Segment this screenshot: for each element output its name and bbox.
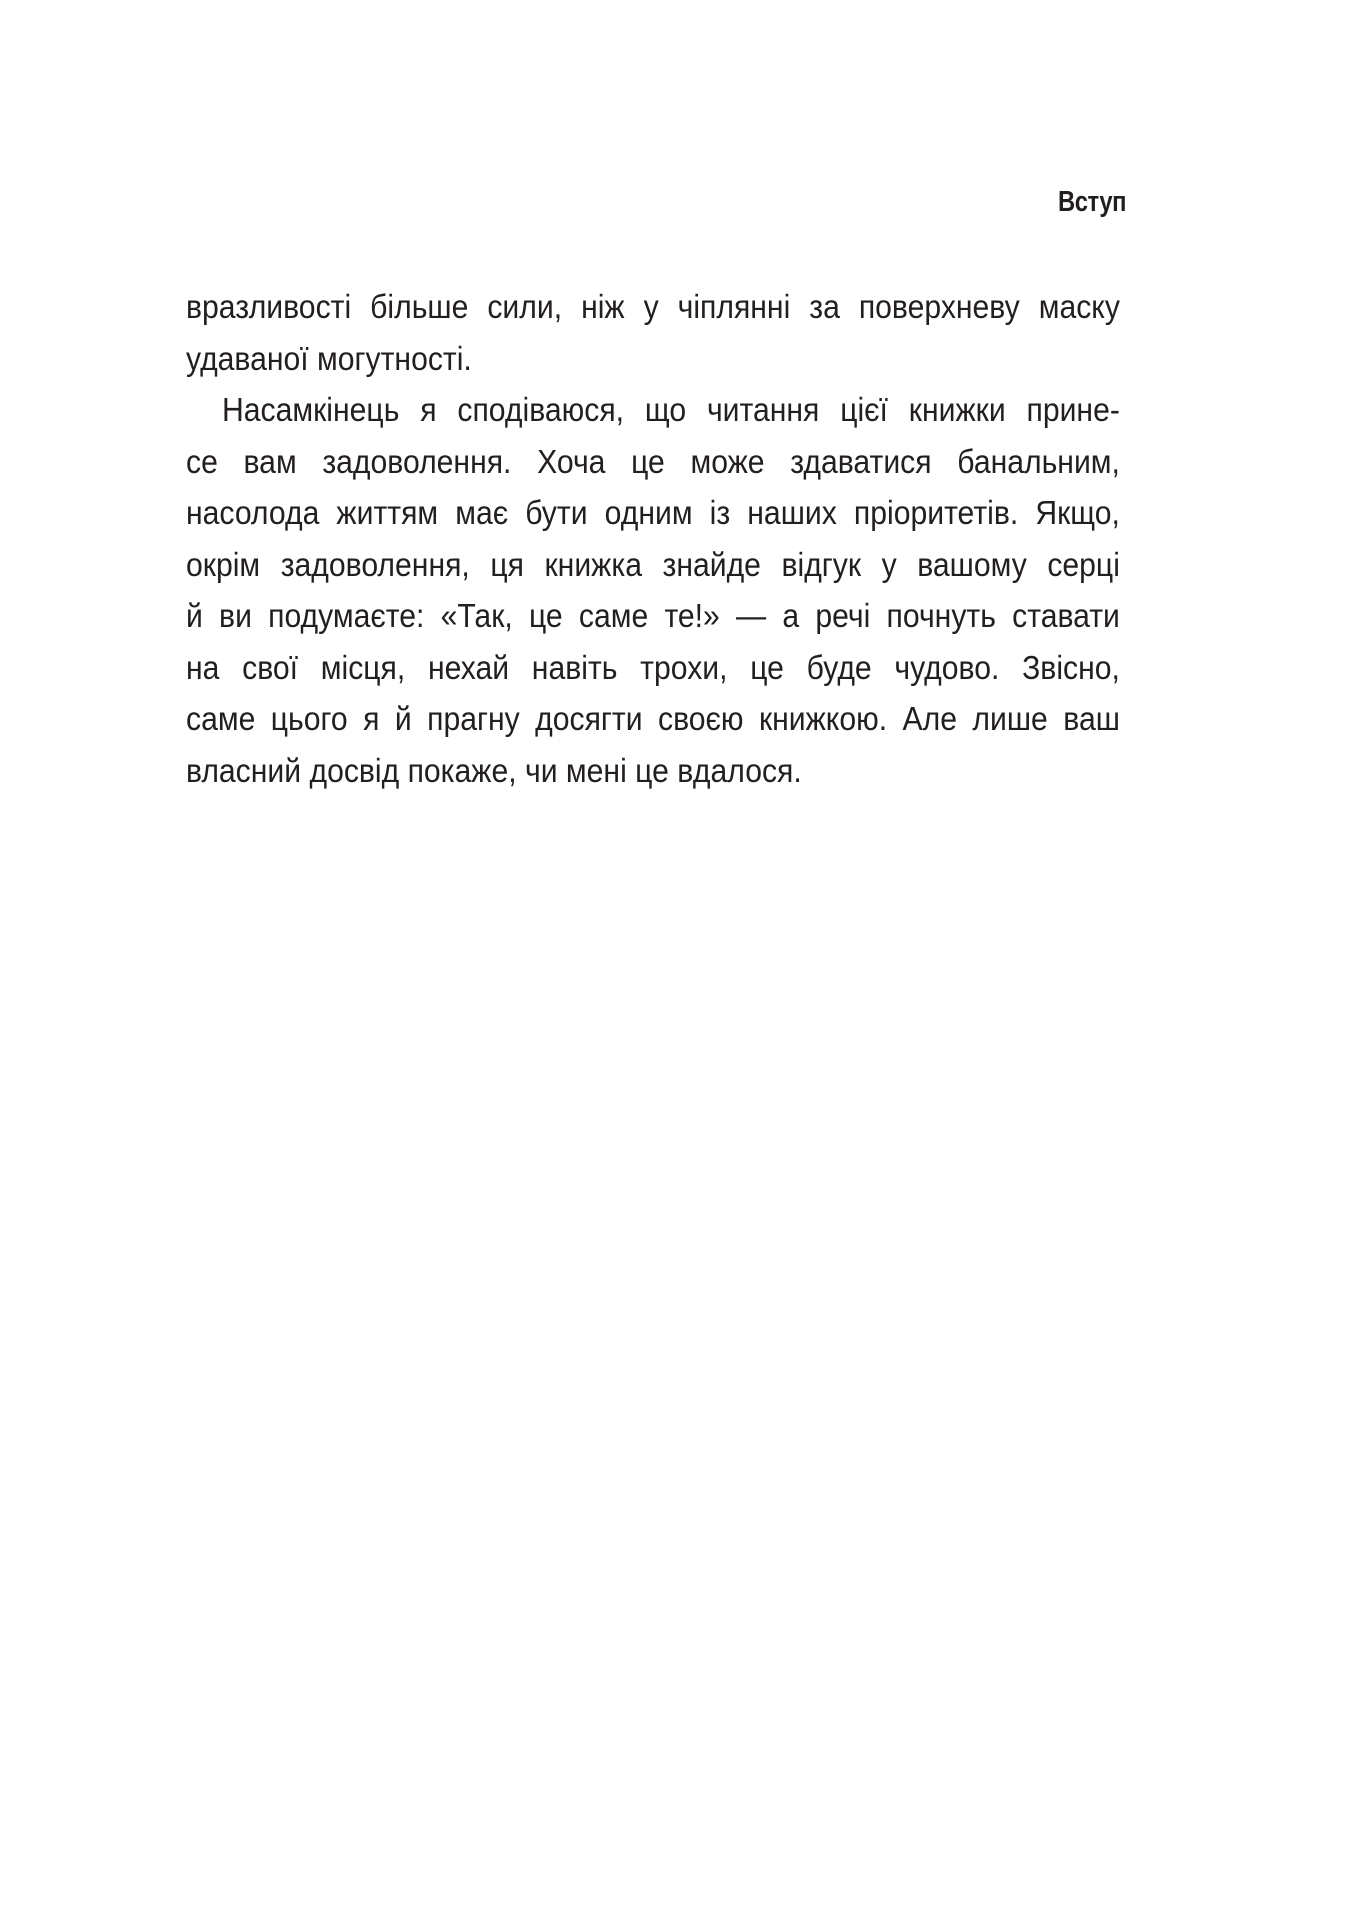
running-header: Вступ (1057, 186, 1126, 218)
text-line: на свої місця, нехай навіть трохи, це буде чудово. Звісно, (186, 649, 1120, 687)
text-line: Насамкінець я сподіваюся, що читання цієї книжки прине- (222, 392, 1120, 429)
text-line: й ви подумаєте: «Так, це саме те!» — а речі почнуть ставати (186, 598, 1120, 635)
text-line: вразливості більше сили, ніж у чіплянні за поверхневу маску (186, 289, 1120, 326)
text-line: окрім задоволення, ця книжка знайде відгук у вашому серці (186, 546, 1120, 584)
text-line: саме цього я й прагну досягти своєю книжкою. Але лише ваш (186, 701, 1120, 738)
text-line: насолода життям має бути одним із наших пріоритетів. Якщо, (186, 495, 1120, 532)
body-text (186, 282, 1120, 797)
text-line: власний досвід покаже, чи мені це вдалося. (186, 752, 802, 790)
text-line: се вам задоволення. Хоча це може здаватися банальним, (186, 443, 1120, 481)
text-line: удаваної могутності. (186, 340, 472, 378)
